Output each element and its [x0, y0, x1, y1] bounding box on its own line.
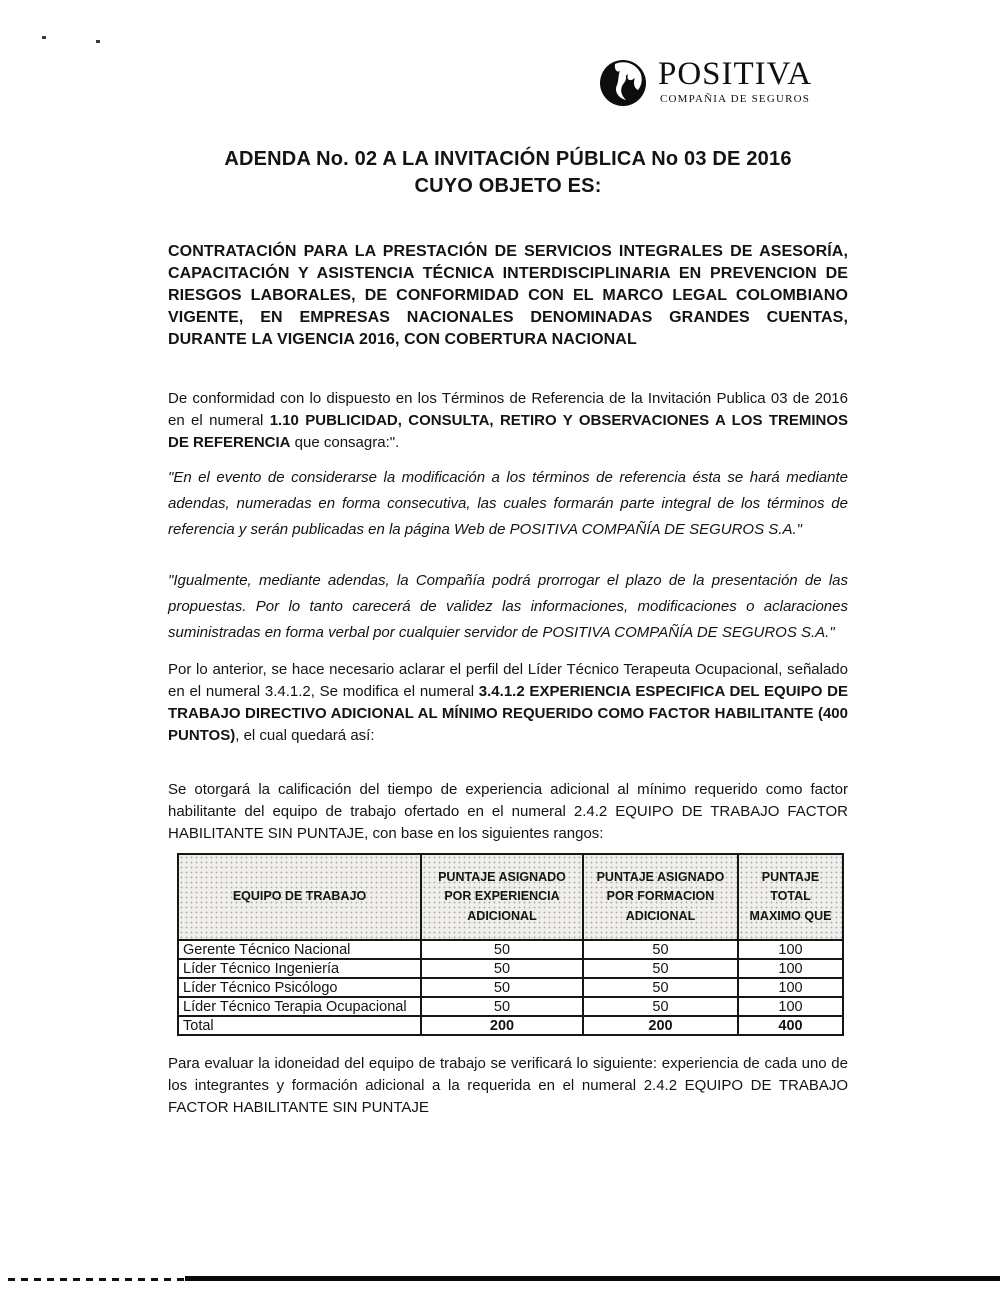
- table-row: [178, 978, 843, 997]
- document-title-line1: ADENDA No. 02 A LA INVITACIÓN PÚBLICA No 03 DE 2016: [224, 148, 792, 170]
- table-cell-value: 100: [738, 959, 843, 978]
- score-table: [177, 853, 844, 1036]
- conformidad-text: De conformidad con lo dispuesto en los Términos de Referencia de la Invitación Publica 03 de 2016 en el numeral: [168, 390, 848, 429]
- conformidad-text-end: que consagra:".: [290, 434, 400, 451]
- table-cell-value: 50: [421, 959, 583, 978]
- table-total-row: [178, 1016, 843, 1035]
- evaluar-paragraph: Para evaluar la idoneidad del equipo de trabajo se verificará lo siguiente: experiencia de cada uno de los integrantes y formación adicional a la requerida en el numeral 2.4.2 EQUIPO DE TRABAJO FACTOR HABILITANTE SIN PUNTAJE: [168, 1055, 848, 1116]
- quote-paragraph-2: "Igualmente, mediante adendas, la Compañía podrá prorrogar el plazo de la presentación de las propuestas. Por lo tanto carecerá de validez las informaciones, modificaciones o aclaraciones suministradas en forma verbal por cualquier servidor de POSITIVA COMPAÑÍA DE SEGUROS S.A.": [168, 572, 848, 641]
- logo-text: [658, 58, 812, 105]
- anterior-bold-ref: 3.4.1.2 EXPERIENCIA ESPECIFICA DEL EQUIPO DE TRABAJO DIRECTIVO ADICIONAL AL MÍNIMO REQUERIDO COMO FACTOR HABILITANTE (400 PUNTOS): [168, 683, 849, 744]
- positiva-globe-icon: [598, 58, 648, 108]
- table-cell-value: 200: [583, 1016, 738, 1035]
- document-title-line2: CUYO OBJETO ES:: [414, 175, 602, 197]
- table-header-row: [178, 854, 843, 940]
- table-cell-value: 100: [738, 978, 843, 997]
- table-cell-label: Total: [178, 1016, 421, 1035]
- otorgara-paragraph: Se otorgará la calificación del tiempo de experiencia adicional al mínimo requerido como factor habilitante del equipo de trabajo ofertado en el numeral 2.4.2 EQUIPO DE TRABAJO FACTOR HABILITANTE SIN PUNTAJE, con base en los siguientes rangos:: [168, 781, 848, 842]
- document-title: [160, 146, 856, 200]
- table-cell-label: Líder Técnico Terapia Ocupacional: [178, 997, 421, 1016]
- table-row: [178, 997, 843, 1016]
- table-cell-value: 50: [583, 940, 738, 959]
- table-cell-value: 50: [583, 959, 738, 978]
- table-cell-value: 50: [421, 940, 583, 959]
- conformidad-paragraph: [168, 388, 848, 454]
- table-cell-value: 100: [738, 940, 843, 959]
- table-header-equipo: EQUIPO DE TRABAJO: [178, 854, 421, 940]
- table-row: [178, 959, 843, 978]
- object-paragraph: CONTRATACIÓN PARA LA PRESTACIÓN DE SERVICIOS INTEGRALES DE ASESORÍA, CAPACITACIÓN Y ASISTENCIA TÉCNICA INTERDISCIPLINARIA EN PREVENCION DE RIESGOS LABORALES, DE CONFORMIDAD CON EL MARCO LEGAL COLOMBIANO VIGENTE, EN EMPRESAS NACIONALES DENOMINADAS GRANDES CUENTAS, DURANTE LA VIGENCIA 2016, CON COBERTURA NACIONAL: [168, 243, 848, 348]
- anterior-text-end: , el cual quedará así:: [235, 727, 375, 744]
- table-header-experiencia: PUNTAJE ASIGNADO POR EXPERIENCIA ADICIONAL: [421, 854, 583, 940]
- table-cell-value: 50: [583, 997, 738, 1016]
- table-cell-value: 50: [421, 978, 583, 997]
- table-row: [178, 940, 843, 959]
- scan-artifact-dashed-line: [8, 1278, 188, 1281]
- scan-artifact-solid-line: [185, 1276, 1000, 1281]
- company-logo: [598, 58, 812, 108]
- table-cell-label: Líder Técnico Psicólogo: [178, 978, 421, 997]
- table-cell-label: Gerente Técnico Nacional: [178, 940, 421, 959]
- conformidad-bold-ref: 1.10 PUBLICIDAD, CONSULTA, RETIRO Y OBSERVACIONES A LOS TREMINOS DE REFERENCIA: [168, 412, 848, 451]
- quote-paragraph-1: "En el evento de considerarse la modificación a los términos de referencia ésta se hará mediante adendas, numeradas en forma consecutiva, las cuales formarán parte integral de los términos de referencia y serán publicadas en la página Web de POSITIVA COMPAÑÍA DE SEGUROS S.A.": [168, 469, 848, 538]
- anterior-paragraph: [168, 659, 848, 747]
- anterior-text: Por lo anterior, se hace necesario aclarar el perfil del Líder Técnico Terapeuta Ocupacional, señalado en el numeral 3.4.1.2, Se modifica el numeral: [168, 661, 848, 700]
- scan-speck: [96, 40, 100, 43]
- table-cell-value: 50: [583, 978, 738, 997]
- logo-brand: POSITIVA: [658, 56, 813, 92]
- table-cell-value: 50: [421, 997, 583, 1016]
- table-cell-value: 400: [738, 1016, 843, 1035]
- table-header-total: PUNTAJE TOTAL MAXIMO QUE: [738, 854, 843, 940]
- table-header-formacion: PUNTAJE ASIGNADO POR FORMACION ADICIONAL: [583, 854, 738, 940]
- scan-speck: [42, 36, 46, 39]
- logo-tagline: COMPAÑIA DE SEGUROS: [659, 93, 811, 105]
- table-cell-value: 100: [738, 997, 843, 1016]
- table-cell-value: 200: [421, 1016, 583, 1035]
- table-cell-label: Líder Técnico Ingeniería: [178, 959, 421, 978]
